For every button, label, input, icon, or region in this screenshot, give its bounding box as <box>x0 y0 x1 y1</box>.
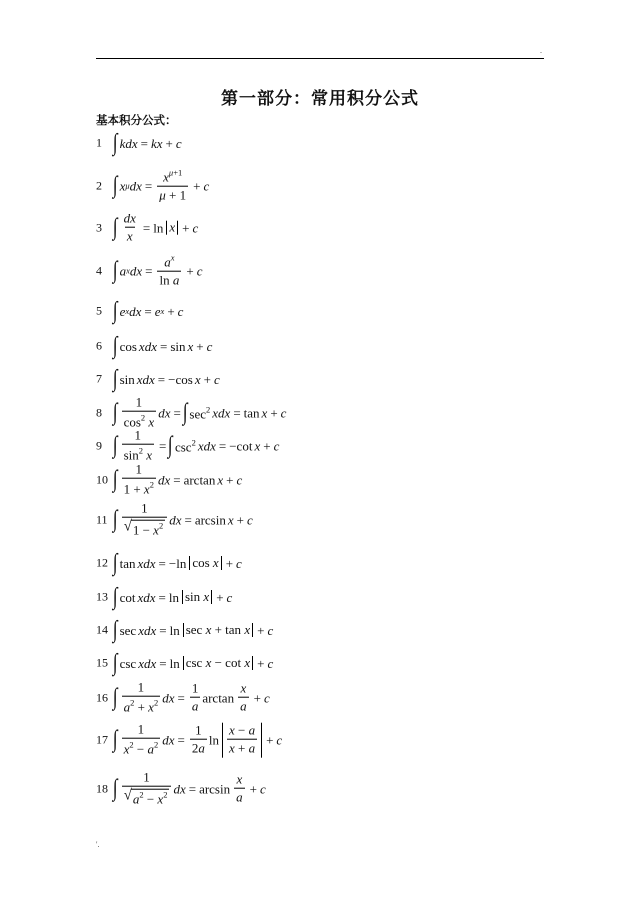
formula-number: 2 <box>96 178 102 193</box>
header-rule <box>96 58 544 59</box>
formula-number: 7 <box>96 371 102 386</box>
formula-number: 6 <box>96 338 102 353</box>
formula-expression: ∫ cot xdx = ln sin x + c <box>112 584 233 610</box>
header-dot-mark: . <box>540 46 542 55</box>
formula-expression: ∫ kdx = kx + c <box>112 130 182 156</box>
formula-number: 12 <box>96 555 108 570</box>
formula-expression: ∫ $\frac{1}{\sin^2 x}$ = ∫ $\csc^2$ xdx = − cot x + c <box>112 427 280 463</box>
formula-number: 9 <box>96 438 102 453</box>
formula-number: 10 <box>96 472 108 487</box>
formula-number: 17 <box>96 732 108 747</box>
formula-expression: ∫ sin xdx = − cos x + c <box>112 366 220 392</box>
formula-expression: ∫ $\frac{1}{a^2 + x^2}$ dx = $\frac{1}{a}$ arctan $\frac{x}{a}$ + c <box>112 679 270 715</box>
formula-number: 1 <box>96 135 102 150</box>
formula-number: 5 <box>96 303 102 318</box>
page-title: 第一部分：常用积分公式 <box>221 89 419 109</box>
section-label: 基本积分公式： <box>96 113 177 127</box>
formula-expression: ∫ $\frac{1}{x^2 - a^2}$ dx = $\frac{1}{2a}$ ln $\frac{x - a}{x + a}$ + c <box>112 721 283 757</box>
formula-expression: ∫ $\frac{1}{\cos^2 x}$ dx = ∫ $\sec^2$ xdx = tan x + c <box>112 394 287 430</box>
formula-number: 4 <box>96 263 102 278</box>
formula-expression: ∫ 1 √ $1 - x^2$ dx = arcsin x + c <box>112 500 253 538</box>
formula-number: 18 <box>96 781 108 796</box>
formula-expression: ∫ 1 √ $a^2 - x^2$ dx = arcsin $\frac{x}{a}$ + c <box>112 769 266 807</box>
formula-expression: ∫ sec xdx = ln sec x + tan x + c <box>112 617 274 643</box>
formula-number: 16 <box>96 690 108 705</box>
formula-number: 8 <box>96 405 102 420</box>
formula-number: 14 <box>96 622 108 637</box>
footer-mark: '. <box>96 840 100 849</box>
formula-expression: ∫ a x dx = $\frac{a^x}{\text{ln a}}$ + c <box>112 252 203 288</box>
formula-expression: ∫ tan xdx = − ln cos x + c <box>112 550 242 576</box>
formula-expression: ∫ e x dx = e x + c <box>112 298 184 324</box>
formula-expression: ∫ $\frac{1}{1 + x^2}$ dx = arctan x + c <box>112 461 243 497</box>
formula-number: 3 <box>96 220 102 235</box>
formula-expression: ∫ cos xdx = sin x + c <box>112 333 213 359</box>
formula-expression: ∫ $\frac{dx}{x}$ = ln x + c <box>112 210 199 244</box>
formula-expression: ∫ x μ dx = $\frac{x^{\mu+1}}{\mu + 1}$ + c <box>112 167 210 203</box>
formula-number: 11 <box>96 512 108 527</box>
formula-number: 15 <box>96 655 108 670</box>
formula-number: 13 <box>96 589 108 604</box>
formula-expression: ∫ csc xdx = ln csc x − cot x + c <box>112 650 274 676</box>
